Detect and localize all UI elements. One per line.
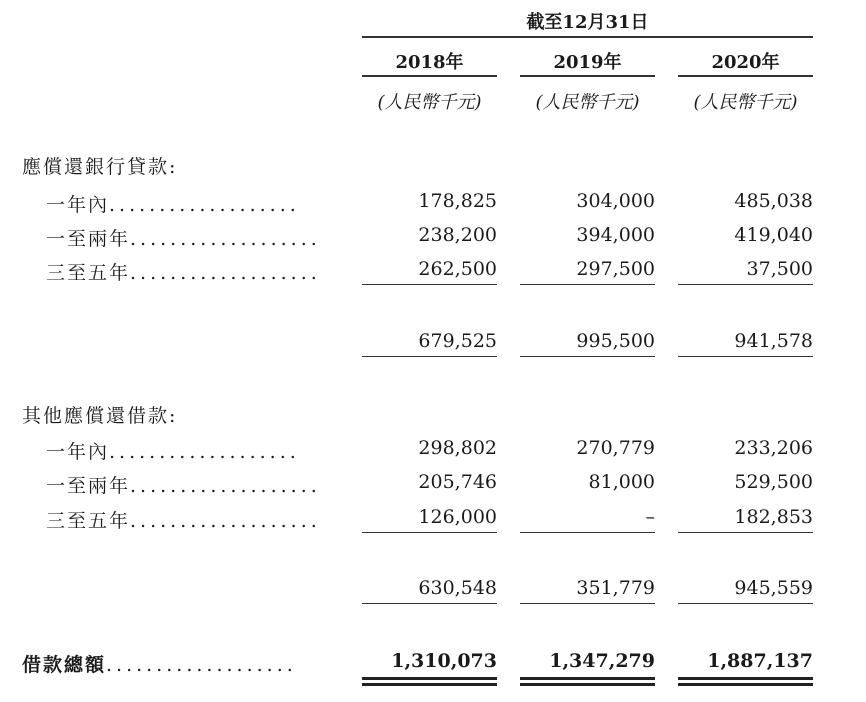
other-subtotal-underline [362, 603, 497, 604]
row-label-text: 一年內 [46, 194, 110, 216]
bank-2018-3-5y: 262,500 [418, 258, 497, 280]
other-subtotal-rule [520, 532, 655, 533]
bank-2019-1-2y: 394,000 [576, 224, 655, 246]
bank-subtotal-2019: 995,500 [576, 330, 655, 352]
other-2018-3-5y: 126,000 [418, 506, 497, 528]
row-label-text: 一至兩年 [46, 228, 131, 250]
bank-subtotal-underline [520, 356, 655, 357]
bank-2020-within-1y: 485,038 [734, 190, 813, 212]
total-label: 借款總額 [22, 654, 107, 676]
period-heading: 截至12月31日 [526, 12, 649, 33]
bank-subtotal-underline [678, 356, 813, 357]
leader-dots: ................... [130, 475, 321, 497]
year-2018: 2018年 [395, 52, 464, 73]
other-2020-3-5y: 182,853 [734, 506, 813, 528]
bank-2018-1-2y: 238,200 [418, 224, 497, 246]
other-borrowings-title: 其他應償還借款: [22, 405, 178, 427]
unit-2019: (人民幣千元) [535, 92, 640, 113]
bank-row-label [46, 224, 321, 251]
leader-dots: ................... [130, 262, 321, 284]
bank-subtotal-rule [678, 284, 813, 285]
period-rule [362, 36, 813, 38]
other-row-label [46, 506, 321, 533]
leader-dots: ................... [130, 510, 321, 532]
bank-row-label [46, 190, 300, 217]
bank-loans-title: 應償還銀行貸款: [22, 156, 178, 178]
other-row-label [46, 437, 300, 464]
leader-dots: ................... [130, 228, 321, 250]
total-double-rule [678, 677, 813, 686]
other-2018-within-1y: 298,802 [418, 437, 497, 459]
other-subtotal-2020: 945,559 [734, 577, 813, 599]
other-subtotal-underline [678, 603, 813, 604]
other-subtotal-2019: 351,779 [576, 577, 655, 599]
other-2019-within-1y: 270,779 [576, 437, 655, 459]
bank-row-label [46, 258, 321, 285]
year-rule-2018 [362, 75, 497, 77]
unit-2018: (人民幣千元) [377, 92, 482, 113]
row-label-text: 一至兩年 [46, 475, 131, 497]
year-2019: 2019年 [553, 52, 622, 73]
bank-2018-within-1y: 178,825 [418, 190, 497, 212]
leader-dots: ................... [109, 441, 300, 463]
leader-dots: ................... [106, 654, 297, 676]
bank-subtotal-2020: 941,578 [734, 330, 813, 352]
total-double-rule [520, 677, 655, 686]
bank-subtotal-2018: 679,525 [418, 330, 497, 352]
bank-2019-within-1y: 304,000 [576, 190, 655, 212]
other-2018-1-2y: 205,746 [418, 471, 497, 493]
total-row-label [22, 650, 297, 677]
bank-subtotal-underline [362, 356, 497, 357]
row-label-text: 三至五年 [46, 510, 131, 532]
total-double-rule [362, 677, 497, 686]
other-2020-within-1y: 233,206 [734, 437, 813, 459]
other-row-label [46, 471, 321, 498]
bank-2019-3-5y: 297,500 [576, 258, 655, 280]
bank-subtotal-rule [362, 284, 497, 285]
total-2019: 1,347,279 [549, 650, 655, 672]
other-2019-3-5y: – [645, 506, 655, 528]
bank-2020-3-5y: 37,500 [746, 258, 813, 280]
leader-dots: ................... [109, 194, 300, 216]
unit-2020: (人民幣千元) [693, 92, 798, 113]
row-label-text: 一年內 [46, 441, 110, 463]
total-2018: 1,310,073 [391, 650, 497, 672]
year-2020: 2020年 [711, 52, 780, 73]
row-label-text: 三至五年 [46, 262, 131, 284]
total-2020: 1,887,137 [707, 650, 813, 672]
bank-subtotal-rule [520, 284, 655, 285]
other-2019-1-2y: 81,000 [588, 471, 655, 493]
other-subtotal-rule [362, 532, 497, 533]
bank-2020-1-2y: 419,040 [734, 224, 813, 246]
other-subtotal-underline [520, 603, 655, 604]
year-rule-2020 [678, 75, 813, 77]
other-subtotal-2018: 630,548 [418, 577, 497, 599]
other-2020-1-2y: 529,500 [734, 471, 813, 493]
year-rule-2019 [520, 75, 655, 77]
other-subtotal-rule [678, 532, 813, 533]
